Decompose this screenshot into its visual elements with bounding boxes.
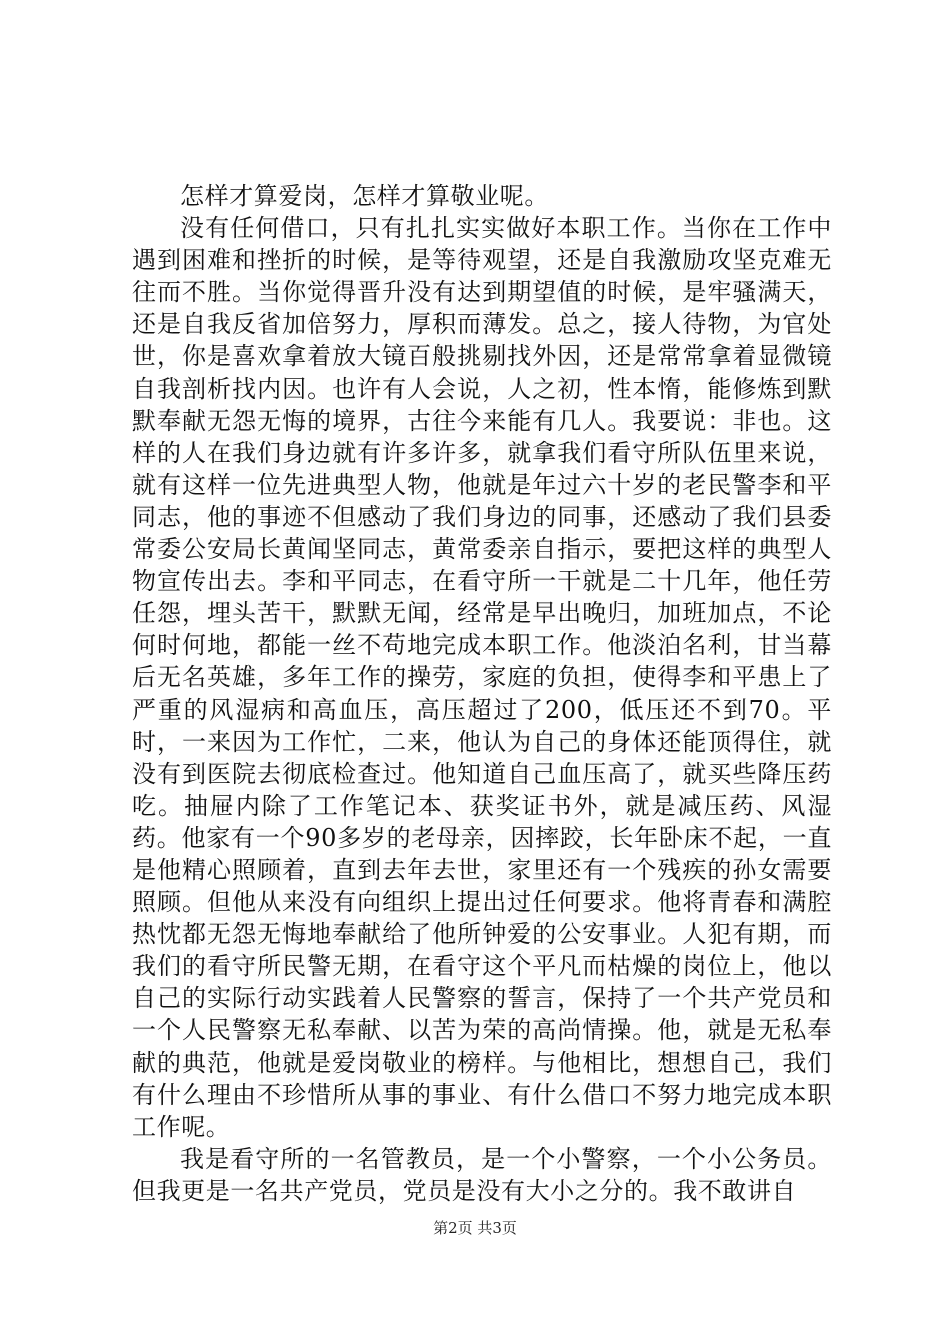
- body-text: [132, 180, 832, 1207]
- page-footer: 第2页 共3页: [433, 1219, 517, 1237]
- paragraph-question: 怎样才算爱岗，怎样才算敬业呢。: [180, 182, 549, 210]
- paragraph-main: 没有任何借口，只有扎扎实实做好本职工作。当你在工作中遇到困难和挫折的时候，是等待观望，还是自我激励攻坚克难无往而不胜。当你觉得晋升没有达到期望值的时候，是牢骚满天，还是自我反省加倍努力，厚积而薄发。总之，接人待物，为官处世，你是喜欢拿着放大镜百般挑剔找外因，还是常常拿着显微镜自我剖析找内因。也许有人会说，人之初，性本惰，能修炼到默默奉献无怨无悔的境界，古往今来能有几人。我要说：非也。这样的人在我们身边就有许多许多，就拿我们看守所队伍里来说，就有这样一位先进典型人物，他就是年过六十岁的老民警李和平同志，他的事迹不但感动了我们身边的同事，还感动了我们县委常委公安局长黄闻坚同志，黄常委亲自指示，要把这样的典型人物宣传出去。李和平同志，在看守所一干就是二十几年，他任劳任怨，埋头苦干，默默无闻，经常是早出晚归，加班加点，不论何时何地，都能一丝不苟地完成本职工作。他淡泊名利，甘当幕后无名英雄，多年工作的操劳，家庭的负担，使得李和平患上了严重的风湿病和高血压，高压超过了200，低压还不到70。平时，一来因为工作忙，二来，他认为自己的身体还能顶得住，就没有到医院去彻底检查过。他知道自己血压高了，就买些降压药吃。抽屉内除了工作笔记本、获奖证书外，就是减压药、风湿药。他家有一个90多岁的老母亲，因摔跤，长年卧床不起，一直是他精心照顾着，直到去年去世，家里还有一个残疾的孙女需要照顾。但他从来没有向组织上提出过任何要求。他将青春和满腔热忱都无怨无悔地奉献给了他所钟爱的公安事业。人犯有期，而我们的看守所民警无期，在看守这个平凡而枯燥的岗位上，他以自己的实际行动实践着人民警察的誓言，保持了一个共产党员和一个人民警察无私奉献、以苦为荣的高尚情操。他，就是无私奉献的典范，他就是爱岗敬业的榜样。与他相比，想想自己，我们有什么理由不珍惜所从事的事业、有什么借口不努力地完成本职工作呢。: [132, 214, 832, 1141]
- paragraph-self: 我是看守所的一名管教员，是一个小警察，一个小公务员。但我更是一名共产党员，党员是没有大小之分的。我不敢讲自: [132, 1144, 832, 1205]
